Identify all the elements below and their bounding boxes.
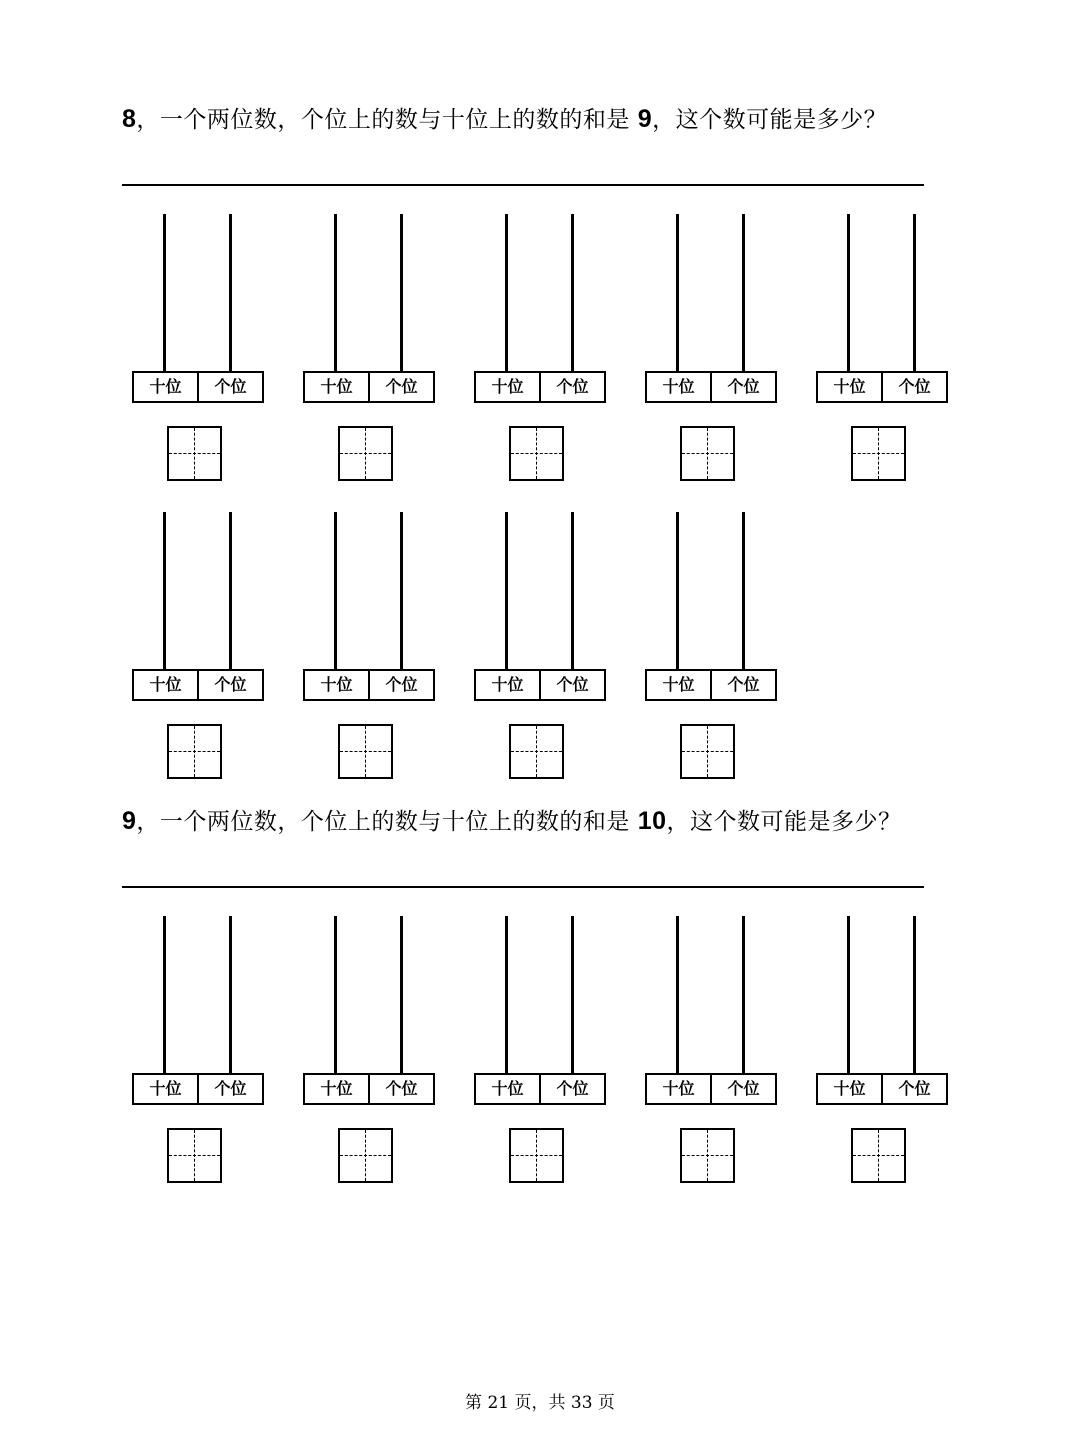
place-value-base bbox=[132, 1073, 264, 1105]
ones-rod[interactable] bbox=[400, 916, 403, 1075]
abacus bbox=[474, 916, 606, 1186]
question-sum: 9 bbox=[637, 105, 653, 133]
tens-label: 十位 bbox=[662, 1079, 695, 1098]
question-number: 9 bbox=[122, 807, 137, 835]
place-value-base bbox=[303, 371, 435, 403]
tens-label: 十位 bbox=[320, 377, 353, 396]
question-number: 8 bbox=[122, 105, 137, 133]
ones-rod[interactable] bbox=[229, 916, 232, 1075]
answer-line[interactable] bbox=[122, 886, 924, 888]
page-footer: 第 21 页，共 33 页 bbox=[465, 1393, 615, 1413]
ones-rod[interactable] bbox=[400, 214, 403, 373]
abacus bbox=[816, 916, 948, 1186]
ones-rod[interactable] bbox=[913, 214, 916, 373]
tens-label: 十位 bbox=[662, 377, 695, 396]
abacus bbox=[132, 214, 264, 484]
place-value-base bbox=[816, 1073, 948, 1105]
tens-rod[interactable] bbox=[505, 214, 508, 373]
tens-rod[interactable] bbox=[676, 916, 679, 1075]
answer-line[interactable] bbox=[122, 184, 924, 186]
abacus bbox=[132, 512, 264, 782]
tens-label: 十位 bbox=[491, 377, 524, 396]
question-9-text: 9，一个两位数，个位上的数与十位上的数的和是 10，这个数可能是多少？ bbox=[122, 807, 902, 835]
tens-rod[interactable] bbox=[334, 214, 337, 373]
place-value-base bbox=[303, 669, 435, 701]
tens-rod[interactable] bbox=[847, 214, 850, 373]
ones-rod[interactable] bbox=[571, 916, 574, 1075]
tens-label: 十位 bbox=[833, 1079, 866, 1098]
ones-label: 个位 bbox=[539, 1075, 604, 1103]
abacus bbox=[303, 512, 435, 782]
answer-grid-box[interactable] bbox=[680, 1128, 735, 1183]
place-value-base bbox=[474, 669, 606, 701]
answer-grid-box[interactable] bbox=[167, 1128, 222, 1183]
answer-grid-box[interactable] bbox=[851, 1128, 906, 1183]
tens-rod[interactable] bbox=[505, 512, 508, 671]
ones-label: 个位 bbox=[881, 1075, 946, 1103]
abacus bbox=[816, 214, 948, 484]
ones-label: 个位 bbox=[539, 671, 604, 699]
ones-label: 个位 bbox=[197, 373, 262, 401]
answer-grid-box[interactable] bbox=[509, 1128, 564, 1183]
tens-rod[interactable] bbox=[847, 916, 850, 1075]
tens-label: 十位 bbox=[491, 1079, 524, 1098]
abacus bbox=[645, 214, 777, 484]
tens-label: 十位 bbox=[149, 675, 182, 694]
ones-label: 个位 bbox=[197, 671, 262, 699]
place-value-base bbox=[132, 669, 264, 701]
abacus bbox=[645, 916, 777, 1186]
place-value-base bbox=[303, 1073, 435, 1105]
ones-label: 个位 bbox=[710, 1075, 775, 1103]
tens-rod[interactable] bbox=[334, 512, 337, 671]
abacus bbox=[474, 512, 606, 782]
question-sum: 10 bbox=[637, 807, 667, 835]
place-value-base bbox=[474, 1073, 606, 1105]
ones-rod[interactable] bbox=[229, 512, 232, 671]
abacus bbox=[645, 512, 777, 782]
tens-label: 十位 bbox=[833, 377, 866, 396]
ones-label: 个位 bbox=[368, 1075, 433, 1103]
tens-rod[interactable] bbox=[163, 214, 166, 373]
answer-grid-box[interactable] bbox=[338, 426, 393, 481]
answer-grid-box[interactable] bbox=[167, 426, 222, 481]
ones-rod[interactable] bbox=[571, 214, 574, 373]
place-value-base bbox=[474, 371, 606, 403]
answer-grid-box[interactable] bbox=[338, 724, 393, 779]
answer-grid-box[interactable] bbox=[509, 426, 564, 481]
ones-label: 个位 bbox=[368, 373, 433, 401]
ones-label: 个位 bbox=[710, 373, 775, 401]
answer-grid-box[interactable] bbox=[338, 1128, 393, 1183]
question-8-text: 8，一个两位数，个位上的数与十位上的数的和是 9，这个数可能是多少？ bbox=[122, 105, 888, 133]
tens-label: 十位 bbox=[320, 675, 353, 694]
tens-rod[interactable] bbox=[676, 512, 679, 671]
answer-grid-box[interactable] bbox=[680, 426, 735, 481]
answer-grid-box[interactable] bbox=[851, 426, 906, 481]
ones-rod[interactable] bbox=[742, 512, 745, 671]
place-value-base bbox=[816, 371, 948, 403]
tens-label: 十位 bbox=[320, 1079, 353, 1098]
ones-rod[interactable] bbox=[742, 214, 745, 373]
ones-rod[interactable] bbox=[400, 512, 403, 671]
abacus bbox=[474, 214, 606, 484]
ones-label: 个位 bbox=[197, 1075, 262, 1103]
ones-label: 个位 bbox=[539, 373, 604, 401]
ones-label: 个位 bbox=[710, 671, 775, 699]
tens-rod[interactable] bbox=[163, 512, 166, 671]
ones-rod[interactable] bbox=[913, 916, 916, 1075]
abacus bbox=[132, 916, 264, 1186]
tens-label: 十位 bbox=[662, 675, 695, 694]
place-value-base bbox=[132, 371, 264, 403]
abacus bbox=[303, 214, 435, 484]
answer-grid-box[interactable] bbox=[509, 724, 564, 779]
tens-label: 十位 bbox=[149, 1079, 182, 1098]
ones-rod[interactable] bbox=[229, 214, 232, 373]
answer-grid-box[interactable] bbox=[680, 724, 735, 779]
ones-label: 个位 bbox=[368, 671, 433, 699]
ones-rod[interactable] bbox=[571, 512, 574, 671]
tens-rod[interactable] bbox=[334, 916, 337, 1075]
answer-grid-box[interactable] bbox=[167, 724, 222, 779]
place-value-base bbox=[645, 669, 777, 701]
tens-rod[interactable] bbox=[676, 214, 679, 373]
place-value-base bbox=[645, 1073, 777, 1105]
abacus bbox=[303, 916, 435, 1186]
ones-label: 个位 bbox=[881, 373, 946, 401]
tens-label: 十位 bbox=[491, 675, 524, 694]
place-value-base bbox=[645, 371, 777, 403]
tens-rod[interactable] bbox=[163, 916, 166, 1075]
tens-label: 十位 bbox=[149, 377, 182, 396]
tens-rod[interactable] bbox=[505, 916, 508, 1075]
ones-rod[interactable] bbox=[742, 916, 745, 1075]
